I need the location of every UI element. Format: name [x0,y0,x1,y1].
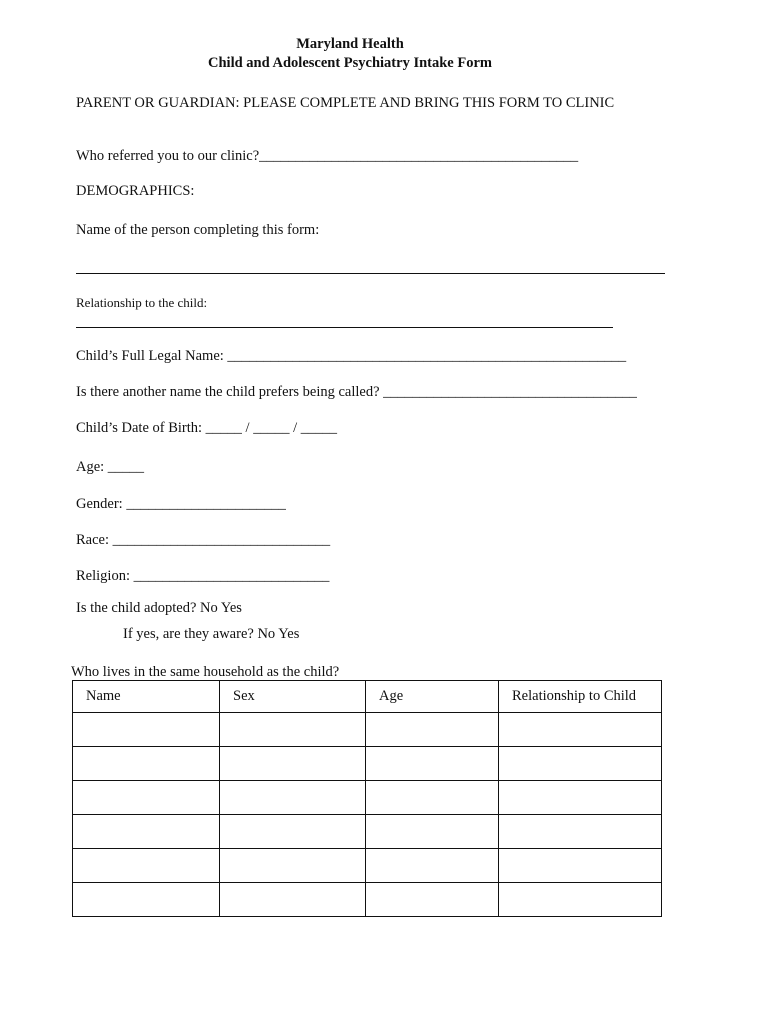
table-cell[interactable] [366,849,499,883]
table-cell[interactable] [73,815,220,849]
race-field[interactable]: Race: ______________________________ [76,532,331,548]
gender-field[interactable]: Gender: ______________________ [76,496,286,512]
relationship-line[interactable] [76,327,613,328]
table-cell[interactable] [366,713,499,747]
column-header-relationship: Relationship to Child [499,681,662,713]
table-cell[interactable] [73,849,220,883]
table-cell[interactable] [499,883,662,917]
column-header-name: Name [73,681,220,713]
table-cell[interactable] [499,815,662,849]
table-cell[interactable] [220,883,366,917]
table-cell[interactable] [73,747,220,781]
table-cell[interactable] [499,781,662,815]
table-cell[interactable] [220,747,366,781]
aware-question[interactable]: If yes, are they aware? No Yes [123,626,300,642]
table-cell[interactable] [366,815,499,849]
table-row [73,781,662,815]
referred-by-field[interactable]: Who referred you to our clinic?____________________________________________ [76,148,579,164]
table-cell[interactable] [499,747,662,781]
table-row [73,849,662,883]
age-field[interactable]: Age: _____ [76,459,145,475]
table-cell[interactable] [220,815,366,849]
instructions-text: PARENT OR GUARDIAN: PLEASE COMPLETE AND BRING THIS FORM TO CLINIC [76,95,615,111]
demographics-heading: DEMOGRAPHICS: [76,183,195,199]
household-label: Who lives in the same household as the child? [71,664,340,680]
table-cell[interactable] [220,713,366,747]
column-header-age: Age [366,681,499,713]
person-completing-line[interactable] [76,273,665,274]
table-cell[interactable] [73,781,220,815]
table-cell[interactable] [366,747,499,781]
household-table [72,680,662,917]
table-cell[interactable] [220,849,366,883]
preferred-name-field[interactable]: Is there another name the child prefers being called? ___________________________________ [76,384,637,400]
table-cell[interactable] [220,781,366,815]
table-cell[interactable] [499,849,662,883]
table-cell[interactable] [366,781,499,815]
org-name: Maryland Health [296,36,404,52]
dob-field[interactable]: Child’s Date of Birth: _____ / _____ / _____ [76,420,337,436]
column-header-sex: Sex [220,681,366,713]
table-cell[interactable] [73,883,220,917]
religion-field[interactable]: Religion: ___________________________ [76,568,330,584]
adopted-question[interactable]: Is the child adopted? No Yes [76,600,242,616]
table-row [73,883,662,917]
form-title: Child and Adolescent Psychiatry Intake Form [208,55,492,71]
table-row [73,815,662,849]
household-header-row [73,681,662,713]
table-row [73,747,662,781]
relationship-label: Relationship to the child: [76,295,208,310]
person-completing-label: Name of the person completing this form: [76,222,320,238]
table-row [73,713,662,747]
table-cell[interactable] [366,883,499,917]
table-cell[interactable] [73,713,220,747]
table-cell[interactable] [499,713,662,747]
full-name-field[interactable]: Child’s Full Legal Name: _______________________________________________________ [76,348,627,364]
